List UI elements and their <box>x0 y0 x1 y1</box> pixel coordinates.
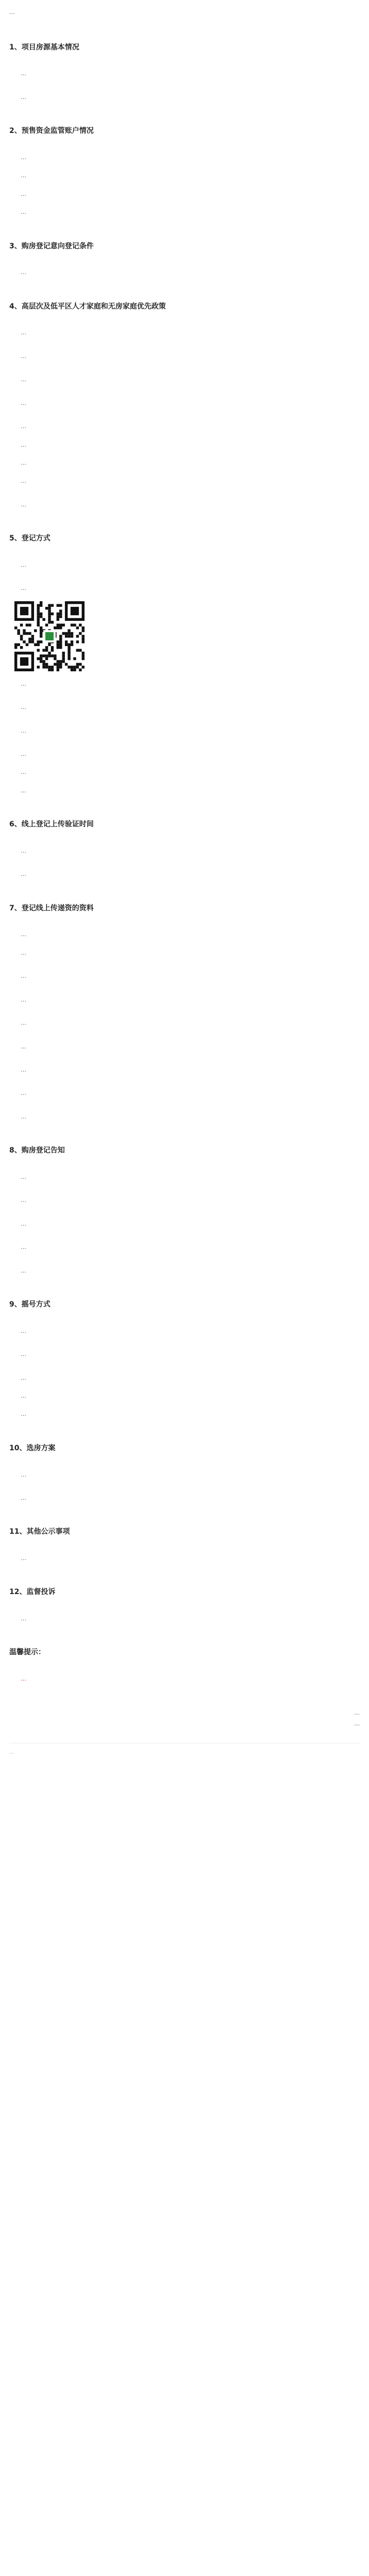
section-paragraph: … <box>21 172 26 179</box>
section-required-materials <box>9 904 360 1123</box>
section-title: 3、购房登记意向登记条件 <box>9 242 94 250</box>
signoff <box>9 1708 360 1730</box>
section-paragraph: … <box>21 478 26 485</box>
section-title: 5、登记方式 <box>9 534 51 543</box>
section-paragraph: … <box>21 949 26 956</box>
section-paragraph: … <box>21 1043 26 1050</box>
section-paragraph: … <box>21 1494 26 1501</box>
section-paragraph: … <box>21 1615 26 1622</box>
section-paragraph: … <box>21 973 26 980</box>
signoff-date: … <box>354 1720 360 1727</box>
section-paragraph: … <box>21 399 26 406</box>
section-paragraph: … <box>21 352 26 360</box>
section-project-info <box>9 43 360 103</box>
section-paragraph: … <box>21 1411 26 1418</box>
section-priority-policy <box>9 302 360 511</box>
section-title: 6、线上登记上传验证时间 <box>9 820 94 829</box>
section-title: 11、其他公示事项 <box>9 1528 70 1536</box>
section-title: 9、摇号方式 <box>9 1300 51 1309</box>
section-lottery-method <box>9 1300 360 1420</box>
registration-qr-code <box>14 601 85 671</box>
section-paragraph: … <box>21 329 26 336</box>
section-paragraph: … <box>21 1020 26 1027</box>
section-paragraph: … <box>21 847 26 854</box>
section-paragraph: … <box>21 154 26 161</box>
section-paragraph: … <box>21 1327 26 1334</box>
section-paragraph: … <box>21 996 26 1003</box>
section-paragraph: … <box>21 1267 26 1274</box>
section-paragraph: … <box>21 561 26 568</box>
section-title: 8、购房登记告知 <box>9 1146 65 1155</box>
section-paragraph: … <box>21 1244 26 1251</box>
section-paragraph: … <box>21 501 26 508</box>
section-title: 4、高层次及低平区人才家庭和无房家庭优先政策 <box>9 302 166 311</box>
section-registration-method <box>9 534 360 796</box>
section-paragraph: … <box>21 704 26 711</box>
section-paragraph: … <box>21 190 26 197</box>
signoff-company: … <box>354 1709 360 1717</box>
section-title: 7、登记线上传递资的资料 <box>9 904 94 912</box>
section-paragraph: … <box>21 1173 26 1180</box>
section-registration-conditions <box>9 242 360 278</box>
section-paragraph: … <box>21 931 26 938</box>
section-title: 温馨提示： <box>9 1648 45 1657</box>
section-paragraph: … <box>21 585 26 592</box>
section-complaints <box>9 1587 360 1624</box>
section-paragraph: … <box>21 1393 26 1400</box>
section-paragraph: … <box>21 1066 26 1074</box>
section-paragraph: … <box>21 727 26 734</box>
section-paragraph: … <box>21 787 26 794</box>
section-paragraph: … <box>21 1351 26 1358</box>
section-paragraph: … <box>21 680 26 687</box>
section-paragraph: … <box>21 376 26 383</box>
section-paragraph: … <box>21 70 26 77</box>
section-other-matters <box>9 1527 360 1564</box>
section-paragraph: … <box>21 423 26 430</box>
footnote: … <box>9 1743 360 1757</box>
section-paragraph: … <box>21 1675 26 1683</box>
section-paragraph: … <box>21 751 26 758</box>
section-paragraph: … <box>21 269 26 276</box>
section-paragraph: … <box>21 441 26 448</box>
section-paragraph: … <box>21 459 26 466</box>
section-paragraph: … <box>21 1374 26 1381</box>
section-paragraph: … <box>21 871 26 878</box>
section-title: 12、监督投诉 <box>9 1588 56 1597</box>
section-reminder <box>9 1648 360 1684</box>
section-paragraph: … <box>21 1113 26 1120</box>
section-title: 2、预售资金监管账户情况 <box>9 127 94 135</box>
section-paragraph: … <box>21 1220 26 1227</box>
section-upload-time <box>9 820 360 879</box>
section-paragraph: … <box>21 1090 26 1097</box>
section-purchase-notice <box>9 1146 360 1276</box>
section-paragraph: … <box>21 209 26 216</box>
section-title: 10、选房方案 <box>9 1444 56 1452</box>
intro-paragraph: … <box>9 9 15 15</box>
section-paragraph: … <box>21 1554 26 1562</box>
section-paragraph: … <box>21 93 26 100</box>
section-title: 1、项目房源基本情况 <box>9 43 79 52</box>
section-paragraph: … <box>21 1197 26 1204</box>
section-escrow-account <box>9 126 360 217</box>
section-paragraph: … <box>21 1471 26 1478</box>
section-paragraph: … <box>21 769 26 776</box>
section-selection-plan <box>9 1444 360 1503</box>
